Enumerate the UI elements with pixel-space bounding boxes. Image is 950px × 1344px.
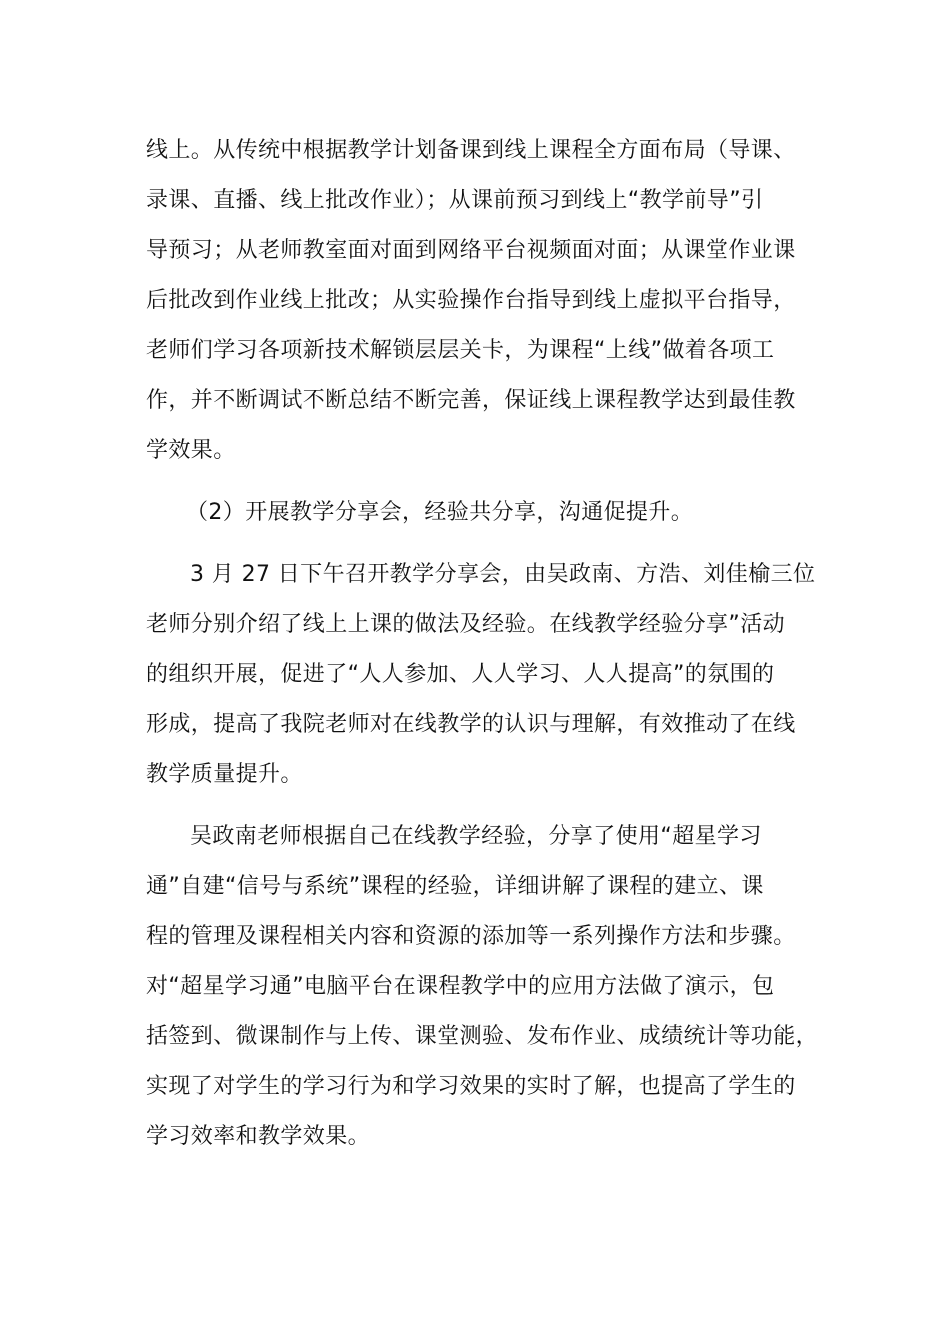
paragraph-3-line-6: 实现了对学生的学习行为和学习效果的实时了解，也提高了学生的 <box>146 1074 796 1099</box>
paragraph-3-line-4: 对“超星学习通”电脑平台在课程教学中的应用方法做了演示，包 <box>146 974 775 999</box>
paragraph-1-line-1: 线上。从传统中根据教学计划备课到线上课程全方面布局（导课、 <box>146 138 796 163</box>
paragraph-2-line-2: 老师分别介绍了线上上课的做法及经验。在线教学经验分享”活动 <box>146 612 785 637</box>
paragraph-1-line-6: 作，并不断调试不断总结不断完善，保证线上课程教学达到最佳教 <box>146 388 796 413</box>
section-heading: （2）开展教学分享会，经验共分享，沟通促提升。 <box>186 500 694 525</box>
paragraph-2-line-1: 3 月 27 日下午召开教学分享会，由吴政南、方浩、刘佳榆三位 <box>190 562 816 587</box>
paragraph-1-line-4: 后批改到作业线上批改；从实验操作台指导到线上虚拟平台指导， <box>146 288 796 313</box>
paragraph-2-line-5: 教学质量提升。 <box>146 762 303 787</box>
paragraph-1-line-2: 录课、直播、线上批改作业）；从课前预习到线上“教学前导”引 <box>146 188 764 213</box>
paragraph-3-line-3: 程的管理及课程相关内容和资源的添加等一系列操作方法和步骤。 <box>146 924 796 949</box>
paragraph-3-line-1: 吴政南老师根据自己在线教学经验，分享了使用“超星学习 <box>190 824 762 849</box>
paragraph-2-line-4: 形成，提高了我院老师对在线教学的认识与理解，有效推动了在线 <box>146 712 796 737</box>
paragraph-1-line-7: 学效果。 <box>146 438 236 463</box>
paragraph-3-line-7: 学习效率和教学效果。 <box>146 1124 371 1149</box>
paragraph-3-line-5: 括签到、微课制作与上传、课堂测验、发布作业、成绩统计等功能， <box>146 1024 819 1049</box>
paragraph-2-line-3: 的组织开展，促进了“人人参加、人人学习、人人提高”的氛围的 <box>146 662 775 687</box>
paragraph-3-line-2: 通”自建“信号与系统”课程的经验，详细讲解了课程的建立、课 <box>146 874 764 899</box>
paragraph-1-line-3: 导预习；从老师教室面对面到网络平台视频面对面；从课堂作业课 <box>146 238 796 263</box>
paragraph-1-line-5: 老师们学习各项新技术解锁层层关卡，为课程“上线”做着各项工 <box>146 338 775 363</box>
